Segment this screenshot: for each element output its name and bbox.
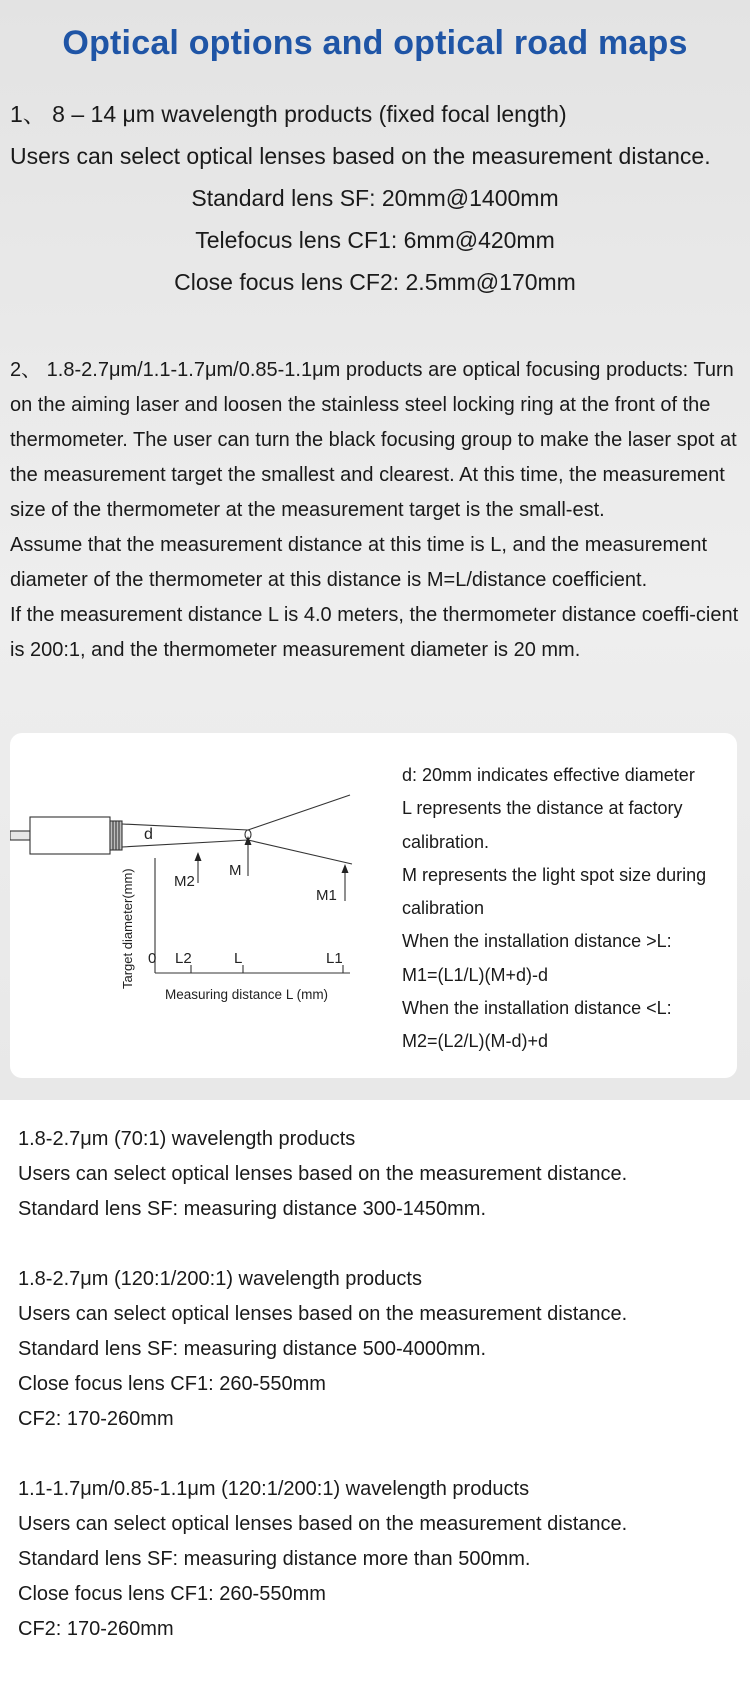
label-l1: L1: [326, 950, 343, 967]
y-axis-label: Target diameter(mm): [120, 868, 135, 989]
legend-line: M represents the light spot size during: [402, 864, 707, 885]
group-line: Standard lens SF: measuring distance more than 500mm.: [18, 1548, 531, 1570]
m1-arrowhead-icon: [342, 864, 349, 873]
group-title: 1.1-1.7μm/0.85-1.1μm (120:1/200:1) wavelength products: [18, 1478, 530, 1500]
group-70-1: [18, 1122, 732, 1227]
optical-path-diagram: [10, 733, 370, 1078]
thermometer-cable-stub: [10, 831, 30, 840]
section-optical-focusing: [0, 303, 750, 668]
lens-close-focus: Close focus lens CF2: 2.5mm@170mm: [174, 269, 576, 295]
section-fixed-focal: [0, 63, 750, 303]
page-title: Optical options and optical road maps: [62, 24, 688, 62]
group-line: Users can select optical lenses based on the measurement distance.: [18, 1303, 628, 1325]
beam-lower-edge: [122, 840, 352, 864]
group-line: Standard lens SF: measuring distance 500-4000mm.: [18, 1338, 487, 1360]
assumption-paragraph: Assume that the measurement distance at this time is L, and the measurement diameter of the thermometer at this distance is M=L/distance coefficient.: [10, 534, 708, 591]
legend-line: When the installation distance >L:: [402, 931, 672, 952]
legend-line: When the installation distance <L:: [402, 998, 672, 1019]
legend-line: d: 20mm indicates effective diameter: [402, 765, 695, 785]
group-line: CF2: 170-260mm: [18, 1618, 174, 1640]
beam-upper-edge: [122, 795, 350, 830]
group-line: Users can select optical lenses based on the measurement distance.: [18, 1513, 628, 1535]
group-120-200-1: [18, 1262, 732, 1437]
label-d: d: [144, 826, 153, 843]
thermometer-body: [30, 817, 110, 854]
legend-formula-m2: M2=(L2/L)(M-d)+d: [402, 1031, 549, 1052]
group-1-1-to-1-7: [18, 1472, 732, 1647]
group-line: Standard lens SF: measuring distance 300-1450mm.: [18, 1198, 487, 1220]
legend-line: L represents the distance at factory: [402, 798, 683, 819]
lens-standard: Standard lens SF: 20mm@1400mm: [191, 185, 559, 211]
section1-intro: Users can select optical lenses based on the measurement distance.: [10, 143, 711, 169]
legend-line: calibration.: [402, 831, 490, 852]
group-line: Close focus lens CF1: 260-550mm: [18, 1583, 326, 1605]
label-m2: M2: [174, 873, 195, 890]
group-title: 1.8-2.7μm (70:1) wavelength products: [18, 1128, 356, 1150]
lens-telefocus: Telefocus lens CF1: 6mm@420mm: [195, 227, 555, 253]
example-paragraph: If the measurement distance L is 4.0 meters, the thermometer distance coeffi-cient is 200:1, and the thermometer measurement diameter is 20 mm.: [10, 604, 739, 661]
label-m: M: [229, 862, 242, 879]
label-l2: L2: [175, 950, 192, 967]
diagram-legend: [402, 759, 732, 1059]
legend-formula-m1: M1=(L1/L)(M+d)-d: [402, 964, 549, 985]
m2-arrowhead-icon: [195, 852, 202, 861]
group-line: Close focus lens CF1: 260-550mm: [18, 1373, 326, 1395]
product-groups: [0, 1100, 750, 1647]
group-line: Users can select optical lenses based on the measurement distance.: [18, 1163, 628, 1185]
label-m1: M1: [316, 887, 337, 904]
x-axis-label: Measuring distance L (mm): [165, 987, 329, 1002]
focusing-paragraph: 2、 1.8-2.7μm/1.1-1.7μm/0.85-1.1μm products are optical focusing products: Turn on the aiming laser and loosen the stainless steel locking ring at the front of the thermometer. The user can turn the black focusing group to make the laser spot at the measurement target the smallest and clearest. At this time, the measurement size of the thermometer at the measurement target is the small-est.: [10, 359, 737, 521]
label-l: L: [234, 950, 243, 967]
group-line: CF2: 170-260mm: [18, 1408, 174, 1430]
diagram-card: [10, 733, 737, 1078]
group-title: 1.8-2.7μm (120:1/200:1) wavelength products: [18, 1268, 422, 1290]
label-origin: 0: [148, 950, 157, 967]
section1-heading: 1、 8 – 14 μm wavelength products (fixed focal length): [10, 101, 567, 127]
legend-line: calibration: [402, 898, 485, 919]
